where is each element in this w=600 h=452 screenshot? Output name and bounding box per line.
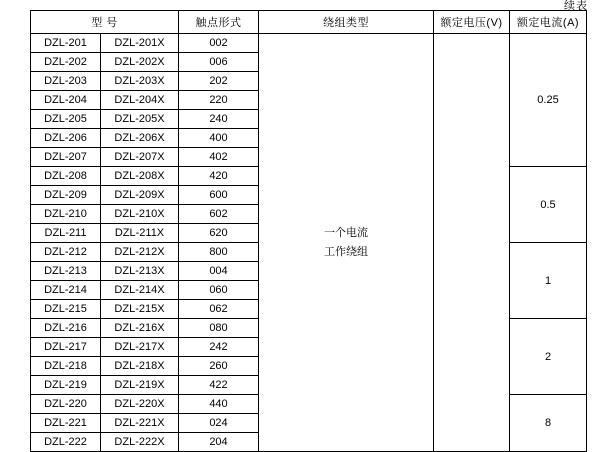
cell-contact-form: 400 [179, 129, 259, 148]
cell-contact-form: 242 [179, 338, 259, 357]
cell-model-primary: DZL-208 [31, 167, 101, 186]
cell-contact-form: 060 [179, 281, 259, 300]
cell-model-variant: DZL-206X [101, 129, 179, 148]
table-row [31, 34, 587, 53]
continued-table-label: 续表 [564, 0, 588, 12]
cell-contact-form: 420 [179, 167, 259, 186]
cell-model-primary: DZL-204 [31, 91, 101, 110]
cell-contact-form: 202 [179, 72, 259, 91]
winding-type-line-2: 工作绕组 [324, 245, 368, 258]
cell-model-variant: DZL-215X [101, 300, 179, 319]
cell-contact-form: 002 [179, 34, 259, 53]
cell-model-primary: DZL-220 [31, 395, 101, 414]
cell-model-primary: DZL-210 [31, 205, 101, 224]
cell-contact-form: 062 [179, 300, 259, 319]
cell-rated-current: 8 [510, 395, 587, 452]
cell-model-primary: DZL-217 [31, 338, 101, 357]
cell-contact-form: 602 [179, 205, 259, 224]
cell-model-variant: DZL-211X [101, 224, 179, 243]
cell-model-variant: DZL-220X [101, 395, 179, 414]
cell-model-variant: DZL-214X [101, 281, 179, 300]
cell-model-variant: DZL-216X [101, 319, 179, 338]
cell-rated-current: 2 [510, 319, 587, 395]
cell-model-primary: DZL-211 [31, 224, 101, 243]
cell-model-variant: DZL-219X [101, 376, 179, 395]
cell-contact-form: 422 [179, 376, 259, 395]
cell-model-primary: DZL-201 [31, 34, 101, 53]
cell-rated-current: 1 [510, 243, 587, 319]
cell-model-variant: DZL-207X [101, 148, 179, 167]
cell-model-variant: DZL-210X [101, 205, 179, 224]
column-header-model: 型 号 [31, 11, 179, 34]
cell-rated-current: 0.25 [510, 34, 587, 167]
cell-contact-form: 006 [179, 53, 259, 72]
column-header-contact-form: 触点形式 [179, 11, 259, 34]
cell-winding-type [259, 34, 434, 452]
cell-contact-form: 402 [179, 148, 259, 167]
cell-contact-form: 080 [179, 319, 259, 338]
cell-model-variant: DZL-205X [101, 110, 179, 129]
cell-model-variant: DZL-203X [101, 72, 179, 91]
winding-type-line-1: 一个电流 [324, 226, 368, 239]
table-header [31, 11, 587, 34]
cell-model-variant: DZL-221X [101, 414, 179, 433]
cell-rated-current: 0.5 [510, 167, 587, 243]
cell-contact-form: 204 [179, 433, 259, 452]
column-header-rated-current: 额定电流(A) [510, 11, 587, 34]
cell-model-primary: DZL-202 [31, 53, 101, 72]
cell-contact-form: 260 [179, 357, 259, 376]
cell-model-primary: DZL-215 [31, 300, 101, 319]
cell-model-variant: DZL-222X [101, 433, 179, 452]
cell-model-variant: DZL-218X [101, 357, 179, 376]
cell-contact-form: 024 [179, 414, 259, 433]
cell-contact-form: 440 [179, 395, 259, 414]
cell-model-primary: DZL-207 [31, 148, 101, 167]
column-header-winding-type: 绕组类型 [259, 11, 434, 34]
cell-model-primary: DZL-222 [31, 433, 101, 452]
cell-model-primary: DZL-213 [31, 262, 101, 281]
table-header-row [31, 11, 587, 34]
cell-contact-form: 620 [179, 224, 259, 243]
cell-model-primary: DZL-218 [31, 357, 101, 376]
cell-contact-form: 240 [179, 110, 259, 129]
cell-model-variant: DZL-217X [101, 338, 179, 357]
cell-model-primary: DZL-221 [31, 414, 101, 433]
cell-model-primary: DZL-209 [31, 186, 101, 205]
cell-model-primary: DZL-214 [31, 281, 101, 300]
cell-model-primary: DZL-219 [31, 376, 101, 395]
cell-rated-voltage [434, 34, 510, 452]
specification-table [30, 10, 587, 452]
cell-model-primary: DZL-203 [31, 72, 101, 91]
cell-model-variant: DZL-201X [101, 34, 179, 53]
cell-model-variant: DZL-202X [101, 53, 179, 72]
cell-model-variant: DZL-208X [101, 167, 179, 186]
cell-model-primary: DZL-206 [31, 129, 101, 148]
cell-model-variant: DZL-212X [101, 243, 179, 262]
cell-model-variant: DZL-204X [101, 91, 179, 110]
cell-contact-form: 600 [179, 186, 259, 205]
cell-model-primary: DZL-212 [31, 243, 101, 262]
cell-model-primary: DZL-216 [31, 319, 101, 338]
cell-contact-form: 004 [179, 262, 259, 281]
cell-model-primary: DZL-205 [31, 110, 101, 129]
cell-model-variant: DZL-209X [101, 186, 179, 205]
cell-contact-form: 220 [179, 91, 259, 110]
column-header-rated-voltage: 额定电压(V) [434, 11, 510, 34]
cell-model-variant: DZL-213X [101, 262, 179, 281]
table-body [31, 34, 587, 452]
cell-contact-form: 800 [179, 243, 259, 262]
